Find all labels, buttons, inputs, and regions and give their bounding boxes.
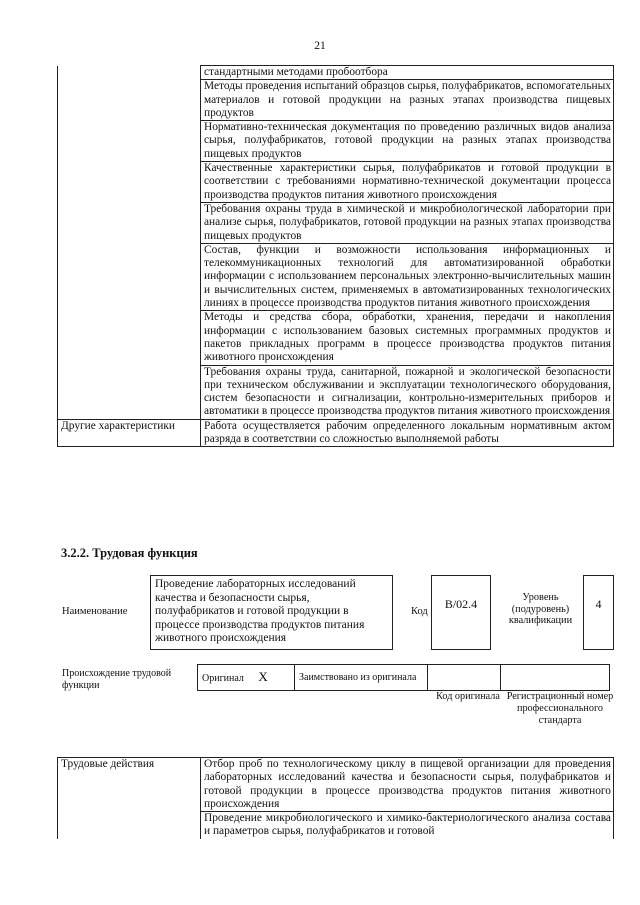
table-cell-text: Отбор проб по технологическому циклу в пищевой организации для проведения лабораторных исследований качества и безопасности сырья, полуфабрикатов и готовой продукции в процессе производства продуктов питания животного происхождения (201, 758, 614, 812)
origin-reg-cell (501, 665, 610, 691)
table-cell-text: Качественные характеристики сырья, полуфабрикатов и готовой продукции в соответствии с требованиями нормативно-технической документации процесса производства продуктов питания животного происхождения (201, 162, 614, 203)
origin-code-label: Код оригинала (436, 691, 500, 702)
other-characteristics-text: Работа осуществляется рабочим определенного локальным нормативным актом разряда в соответствии со сложностью выполняемой работы (201, 419, 614, 447)
qualification-level-box: 4 (583, 575, 614, 650)
table-cell-label (58, 66, 201, 420)
origin-code-cell (428, 665, 501, 691)
table-cell-text: стандартными методами пробоотбора (201, 66, 614, 80)
function-name-box: Проведение лабораторных исследований качества и безопасности сырья, полуфабрикатов и готовой продукции в процессе производства продуктов питания животного происхождения (150, 575, 393, 650)
name-label: Наименование (62, 606, 128, 617)
function-code-box: B/02.4 (431, 575, 491, 650)
origin-label: Происхождение трудовой функции (62, 668, 172, 691)
table-cell-text: Проведение микробиологического и химико-бактериологического анализа состава и параметров сырья, полуфабрикатов и готовой (201, 812, 614, 839)
labour-actions-label: Трудовые действия (58, 758, 201, 839)
table-cell-text: Нормативно-техническая документация по проведению различных видов анализа сырья, полуфабрикатов, готовой продукции на разных этапах производства пищевых продуктов (201, 121, 614, 162)
table-cell-text: Методы и средства сбора, обработки, хранения, передачи и накопления информации с использованием базовых системных программных продуктов и пакетов прикладных программ в процессе производства продуктов питания животного происхождения (201, 311, 614, 365)
table-cell-text: Требования охраны труда в химической и микробиологической лаборатории при анализе сырья, полуфабрикатов, готовой продукции на разных этапах производства пищевых продуктов (201, 202, 614, 243)
table-cell-text: Состав, функции и возможности использования информационных и телекоммуникационных технологий для автоматизированной обработки информации с использованием персональных электронно-вычислительных машин и вычислительных систем, применяемых в автоматизированных технологических линиях в процессе производства продуктов питания животного происхождения (201, 243, 614, 310)
actions-table (57, 757, 614, 839)
table-cell-text: Требования охраны труда, санитарной, пожарной и экологической безопасности при техническом обслуживании и эксплуатации технологического оборудования, систем безопасности и сигнализации, контрольно-измерительных приборов и автоматики в процессе производства продуктов питания животного происхождения (201, 365, 614, 419)
origin-reg-label: Регистрационный номер профессионального стандарта (506, 691, 614, 726)
other-characteristics-label: Другие характеристики (58, 419, 201, 447)
original-cell (198, 665, 295, 691)
knowledge-table (57, 65, 614, 447)
original-label: Оригинал (202, 673, 244, 684)
level-label: Уровень (подуровень) квалификации (508, 592, 573, 627)
section-heading: 3.2.2. Трудовая функция (61, 546, 198, 560)
origin-table (197, 664, 610, 691)
page-number: 21 (314, 40, 326, 52)
code-label: Код (411, 606, 428, 617)
borrowed-cell: Заимствовано из оригинала (295, 665, 428, 691)
table-cell-text: Методы проведения испытаний образцов сырья, полуфабрикатов, вспомогательных материалов и готовой продукции на разных этапах производства пищевых продуктов (201, 80, 614, 121)
original-mark: X (258, 669, 268, 684)
